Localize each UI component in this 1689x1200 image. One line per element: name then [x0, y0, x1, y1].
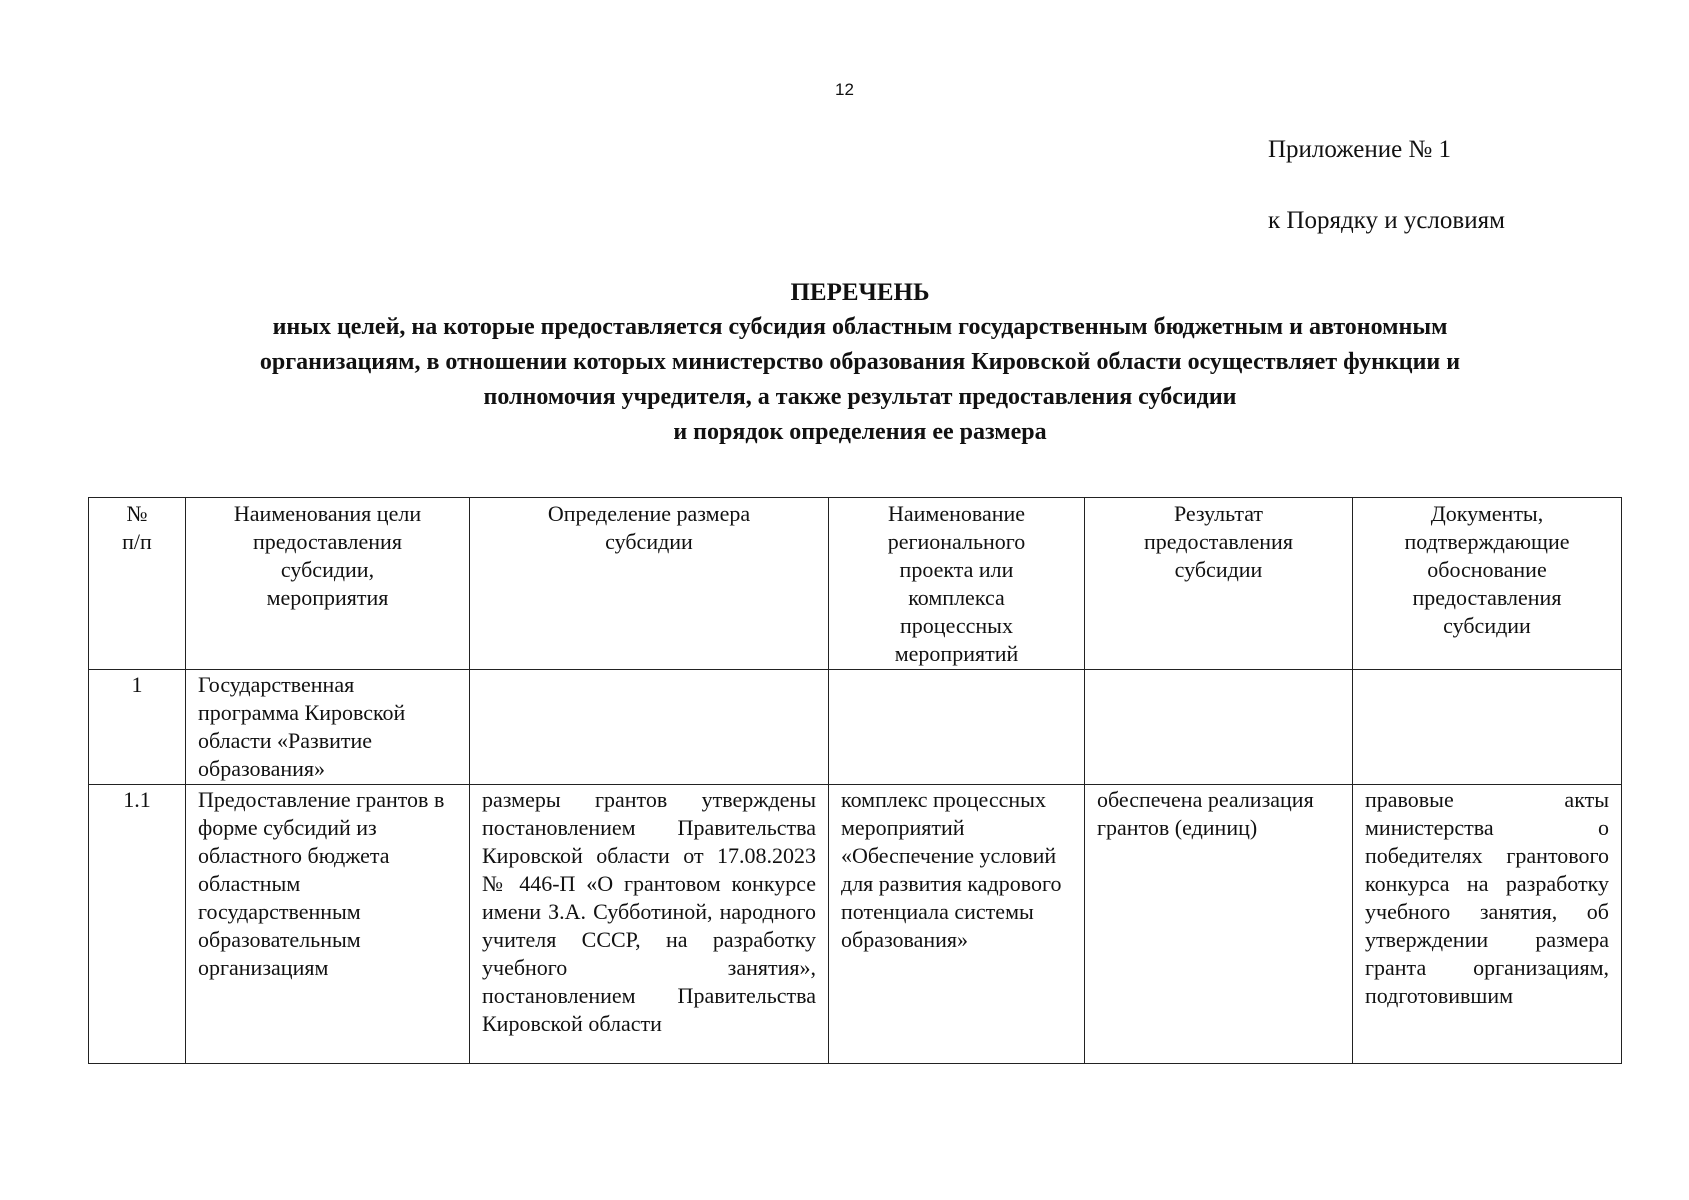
cell-result: обеспечена реализация грантов (единиц): [1085, 785, 1353, 1064]
header-documents: Документы, подтверждающие обоснование предоставления субсидии: [1353, 498, 1622, 670]
appendix-label: Приложение № 1: [1268, 136, 1452, 163]
subsidy-table: [88, 497, 1622, 1064]
cell-result: [1085, 670, 1353, 785]
cell-documents: [1353, 670, 1622, 785]
cell-size: размеры грантов утверждены постановлением Правительства Кировской области от 17.08.2023 № 446-П «О грантовом конкурсе имени З.А. Субботиной, народного учителя СССР, на разработку учебного занятия», постановлением Правительства Кировской области: [470, 785, 829, 1064]
document-title: [60, 275, 1660, 450]
table-row: [89, 670, 1622, 785]
title-subtitle-line: организациям, в отношении которых министерство образования Кировской области осуществляет функции и: [259, 349, 1461, 375]
table-header-row: [89, 498, 1622, 670]
cell-size: [470, 670, 829, 785]
header-result: Результат предоставления субсидии: [1085, 498, 1353, 670]
title-subtitle-line: иных целей, на которые предоставляется субсидия областным государственным бюджетным и автономным: [272, 314, 1448, 340]
page-number: 12: [835, 80, 854, 99]
title-subtitle-line: и порядок определения ее размера: [673, 419, 1047, 445]
header-project: Наименование регионального проекта или комплекса процессных мероприятий: [829, 498, 1085, 670]
header-size: Определение размера субсидии: [470, 498, 829, 670]
appendix-reference: к Порядку и условиям: [1268, 207, 1505, 234]
header-goal: Наименования цели предоставления субсидии, мероприятия: [186, 498, 470, 670]
cell-documents: правовые акты министерства о победителях грантового конкурса на разработку учебного занятия, об утверждении размера гранта организациям, подготовившим: [1353, 785, 1622, 1064]
title-heading: ПЕРЕЧЕНЬ: [790, 279, 930, 306]
cell-goal: Государственная программа Кировской области «Развитие образования»: [186, 670, 470, 785]
table-row: [89, 785, 1622, 1064]
cell-project: комплекс процессных мероприятий «Обеспечение условий для развития кадрового потенциала системы образования»: [829, 785, 1085, 1064]
header-number: № п/п: [89, 498, 186, 670]
cell-project: [829, 670, 1085, 785]
cell-goal: Предоставление грантов в форме субсидий из областного бюджета областным государственным образовательным организациям: [186, 785, 470, 1064]
cell-number: 1.1: [89, 785, 186, 1064]
title-subtitle-line: полномочия учредителя, а также результат предоставления субсидии: [483, 384, 1237, 410]
cell-number: 1: [89, 670, 186, 785]
